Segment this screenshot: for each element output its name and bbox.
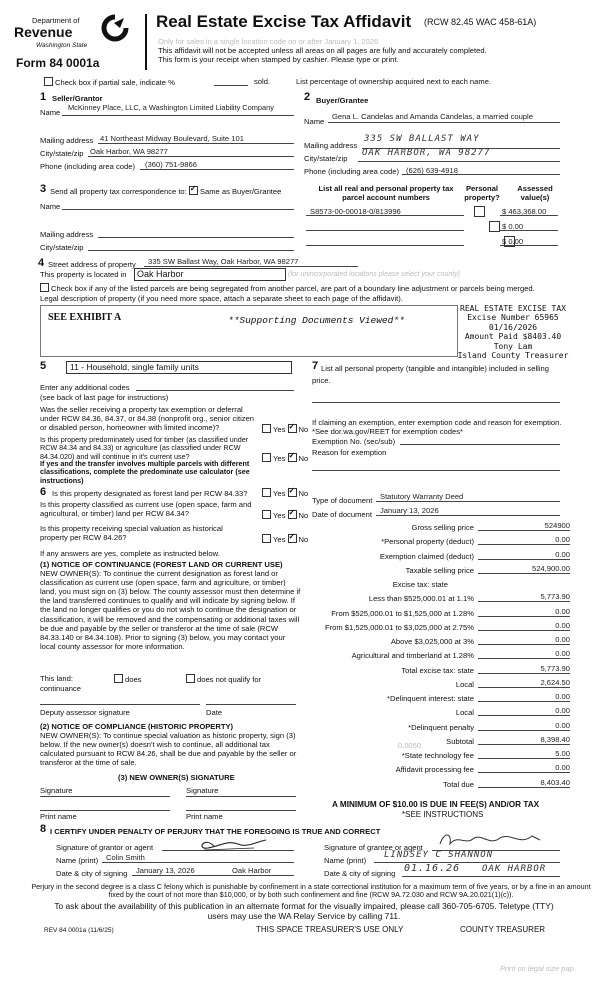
personal-checkbox-2[interactable] [489,221,500,232]
continuance-text: NEW OWNER(S): To continue the current designation as forest land or classification as current use (open space, farm and agriculture, or timber) land, you must sign on (3) below. The county assessor must then determine if the land transferred continues to qualify and will indicate by signing below. If the land no longer qualifies or you do not wish to continue the designation or classification, it will be removed and the compensating or additional taxes will be due and payable by the seller or transferor at the time of sale (RCW 84.33.140 or 84.34.108). Prior to signing (3) below, you may contact your local county assessor for more information. [40,569,301,651]
deputy-signature-label: Deputy assessor signature [40,708,130,717]
owner-print-line-2[interactable] [186,810,296,811]
calc-value[interactable]: 0.00 [555,706,570,716]
buyer-name-line [328,122,560,123]
alternate-format-notice: To ask about the availability of this publication in an alternate format for the visually impaired, please call 360-705-6705. Teletype (TTY) users may use the WA Relay Service by calling 711. [54,901,554,921]
yes-label: Yes [273,425,286,434]
calc-line [478,673,570,674]
does-checkbox[interactable] [114,674,123,683]
current-use-question: Is this property classified as current use (open space, farm and agricultural, or timber) land per RCW 84.34? [40,500,252,519]
same-as-buyer-label: Same as Buyer/Grantee [199,187,282,196]
section-7-number: 7 [312,360,319,372]
tax-mail-label: Mailing address [40,230,94,239]
partial-sale-checkbox[interactable] [44,77,53,86]
land-use-value: 11 - Household, single family units [70,362,199,372]
stamp-line: REAL ESTATE EXCISE TAX [460,304,566,313]
deputy-date-line[interactable] [206,704,296,705]
forest-yes-checkbox[interactable] [262,488,271,497]
stamp-line: Tony Lam [493,341,533,351]
signature-label: Signature [186,786,219,795]
grantee-date-value[interactable]: 01.16.26 [404,863,461,874]
grantee-city-value[interactable]: OAK HARBOR [482,864,547,874]
form-number: Form 84 0001a [16,56,100,70]
tax-name-label: Name [40,202,61,211]
calc-value[interactable]: 8,403.40 [540,777,570,787]
ownership-note: List percentage of ownership acquired next to each name. [296,77,492,86]
does-not-checkbox[interactable] [186,674,195,683]
see-instructions: *SEE INSTRUCTIONS [402,810,484,819]
parcel-col-header: List all real and personal property tax parcel account numbers [318,184,454,203]
seller-name-value[interactable]: McKinney Place, LLC, a Washington Limited Liability Company [68,103,274,112]
buyer-city-label: City/state/zip [304,154,348,163]
calc-line [478,772,570,773]
historic-answers [262,534,308,544]
calc-line [478,730,570,731]
location-value: Oak Harbor [137,269,184,279]
q1-no-checkbox[interactable] [288,424,297,433]
calc-label: From $1,525,000.01 to $3,025,000 at 2.75% [324,622,474,632]
buyer-title: Buyer/Grantee [316,96,369,105]
calc-value[interactable]: 524900 [544,521,570,530]
section-4-number: 4 [38,257,45,269]
sold-label: sold. [254,77,271,86]
calc-label: *Delinquent penalty [408,722,474,732]
exemption-number-line[interactable] [400,444,560,445]
revenue-label: Revenue [14,24,73,40]
note-2: This form is your receipt when stamped by cashier. Please type or print. [158,55,399,64]
county-treasurer-label: COUNTY TREASURER [460,925,546,934]
current-use-answers [262,510,308,520]
grantee-signature-label: Signature of grantee or agent [324,843,423,852]
seller-mail-label: Mailing address [40,136,94,145]
see-back-label: (see back of last page for instructions) [40,393,169,402]
calc-label: Excise tax: state [392,580,448,589]
deputy-date-label: Date [206,708,223,717]
owner-signature-line-1[interactable] [40,796,170,797]
print-name-label: Print name [40,812,77,821]
seller-city-line [88,156,294,157]
historic-no-checkbox[interactable] [288,534,297,543]
does-not-label: does not qualify for [197,675,262,684]
grantor-signature-mark [194,832,274,854]
exemption-claim-label: If claiming an exemption, enter exemption code and reason for exemption. *See dor.wa.gov/REET for exemption codes* [312,418,562,437]
send-tax-label: Send all property tax correspondence to: [50,187,187,196]
q1-yes-checkbox[interactable] [262,424,271,433]
faint-note: Only for sales in a single location code on or after January 1, 2026 [158,37,379,46]
grantor-date-value[interactable]: January 13, 2026 [136,866,195,875]
legal-size-note: Print on legal size pap [500,964,574,973]
calc-label: Taxable selling price [405,565,474,575]
grantee-date-line [402,876,560,877]
owner-print-line-1[interactable] [40,810,170,811]
segregated-label: Check box if any of the listed parcels are being segregated from another parcel, are part of a boundary line adjustment or parcels being merged. [51,284,535,293]
local-rate-value: 0.0050 [398,741,422,750]
no-label: No [298,535,309,544]
grantee-date-label: Date & city of signing [324,869,396,878]
rcw-ref: (RCW 82.45 WAC 458-61A) [424,17,537,27]
calc-value[interactable]: 5,773.90 [540,663,570,673]
timber-question: Is this property predominately used for timber (as classified under RCW 84.34 and 84.33) or agriculture (as classified under RCW 84.34.020) and will continue in it's current use? [40,435,249,461]
segregated-row [40,283,535,293]
state-label: Washington State [36,42,88,49]
grantee-name-value[interactable]: LINDSEY C SHANNON [384,850,494,860]
seller-name-line [62,115,294,116]
partial-percent-field[interactable] [214,85,248,86]
parcel-line-1 [306,215,464,216]
exemption-reason-label: Reason for exemption [312,448,387,457]
location-select[interactable] [134,268,286,281]
personal-checkbox-1[interactable] [474,206,485,217]
calc-value[interactable]: 0.00 [555,620,570,630]
buyer-mail-value[interactable]: 335 SW BALLAST WAY [364,134,480,144]
tax-city-line[interactable] [88,250,294,251]
parcel-number-1[interactable]: S8573-00-00018-0/813996 [310,207,401,216]
calc-label: Above $3,025,000 at 3% [390,637,474,646]
seller-mail-line [98,143,294,144]
no-label: No [298,489,309,498]
yes-label: Yes [273,454,286,463]
calc-value[interactable]: 5.00 [555,749,570,758]
signature-label: Signature [40,786,73,795]
street-address-label: Street address of property [48,260,136,269]
calc-value[interactable]: 5,773.90 [540,592,570,602]
assessed-value-1[interactable]: $ 463,368.00 [502,207,547,216]
calc-value[interactable]: 0.00 [555,549,570,559]
grantor-signature-label: Signature of grantor or agent [56,843,154,852]
header-divider [145,14,147,70]
forest-question: Is this property designated as forest land per RCW 84.33? [52,489,248,498]
exemption-question: Was the seller receiving a property tax exemption or deferral under RCW 84.36, 84.37, or 84.38 (nonprofit org., senior citizen or disabled person, homeowner with limited income)? [40,405,255,433]
doc-type-label: Type of document [312,496,373,505]
tax-city-label: City/state/zip [40,243,84,252]
section-3-number: 3 [40,183,47,195]
seller-phone-label: Phone (including area code) [40,162,135,171]
calc-line [478,715,570,716]
calc-line [478,758,570,759]
calc-line [478,601,570,602]
exhibit-text: SEE EXHIBIT A [48,312,122,323]
grantee-signature-mark [436,830,546,852]
perjury-notice: Perjury in the second degree is a class C felony which is punishable by confinement in a state correctional institution for a maximum term of five years, or by a fine in an amount fixed by the court of not more than $10,000, or by both such confinement and fine (RCW 9A.72.030 and RCW 9A.20.021(1)(c)). [31,882,591,900]
calc-label: Agricultural and timberland at 1.28% [351,651,474,661]
compliance-text: NEW OWNER(S): To continue special valuation as historic property, sign (3) below. If the new owner(s) doesn't wish to continue, all additional tax calculated pursuant to RCW 84.26, shall be due and payable by the seller or transferor at the time of sale. [40,731,297,768]
historic-yes-checkbox[interactable] [262,534,271,543]
grantor-city-value[interactable]: Oak Harbor [232,866,272,875]
personal-property-label: List all personal property (tangible and intangible) included in selling price. [312,364,549,385]
buyer-mail-label: Mailing address [304,141,358,150]
doc-type-value[interactable]: Statutory Warranty Deed [380,492,464,501]
grantee-name-line [374,862,560,863]
seller-name-label: Name [40,108,61,117]
calc-value[interactable]: 0.00 [555,720,570,730]
assessed-line-3 [500,245,558,246]
seller-city-value[interactable]: Oak Harbor, WA 98277 [90,147,168,156]
location-label: This property is located in [40,270,127,279]
continuance-label: continuance [40,684,81,693]
assessed-line-2 [500,230,558,231]
additional-codes-label: Enter any additional codes [40,383,130,392]
section-5-number: 5 [40,360,47,372]
timber-instruction: If yes and the transfer involves multiple parcels with different classifications, complete the predominate use calculator (see instructions) [40,459,250,485]
calc-label: Total excise tax: state [401,665,474,675]
calc-line [478,573,570,574]
seller-city-label: City/state/zip [40,149,84,158]
form-title: Real Estate Excise Tax Affidavit [156,12,412,31]
assessed-value-3[interactable]: $ 0.00 [502,237,524,246]
partial-sale-label: Check box if partial sale, indicate % [55,78,175,87]
calc-line [478,787,570,788]
buyer-name-label: Name [304,117,325,126]
calc-value[interactable]: 0.00 [555,635,570,644]
no-label: No [298,511,309,520]
calc-line [478,658,570,659]
personal-property-line[interactable] [312,402,560,403]
calc-line [478,687,570,688]
yes-label: Yes [273,511,286,520]
calc-label: *State technology fee [401,751,474,760]
calc-line [478,616,570,617]
q2-no-checkbox[interactable] [288,453,297,462]
calc-line [478,544,570,545]
calc-value[interactable]: 0.00 [555,649,570,659]
print-name-label: Print name [186,812,223,821]
stamp-line: 01/16/2026 [488,322,538,332]
does-label: does [125,675,142,684]
personal-col-header: Personal property? [464,184,500,203]
continuance-title: (1) NOTICE OF CONTINUANCE (FOREST LAND OR CURRENT USE) [40,560,283,569]
section-6-number: 6 [40,486,47,498]
segregated-checkbox[interactable] [40,283,49,292]
exemption-reason-line[interactable] [312,470,560,471]
forest-answers [262,488,308,498]
calc-line [478,630,570,631]
new-owner-signature-title: (3) NEW OWNER(S) SIGNATURE [118,773,235,782]
calc-label: Exemption claimed (deduct) [379,551,474,561]
revision-label: REV 84 0001a (11/6/25) [44,927,114,934]
calc-line [478,559,570,560]
any-yes-note: If any answers are yes, complete as instructed below. [40,549,220,558]
calc-label: Total due [443,779,474,789]
calc-value[interactable]: 8,398.40 [540,734,570,744]
calc-label: From $525,000.01 to $1,525,000 at 1.28% [331,608,474,618]
calc-label: Gross selling price [411,523,474,532]
stamp-line: Island County Treasurer [457,351,569,361]
doc-type-line [376,501,560,502]
treasurer-space-label: THIS SPACE TREASURER'S USE ONLY [256,925,404,934]
grantee-name-label: Name (print) [324,856,367,865]
legal-description-label: Legal description of property (if you need more space, attach a separate sheet to each page of the affidavit). [40,294,403,303]
calc-value[interactable]: 2,624.50 [540,677,570,687]
exemption-number-label: Exemption No. (sec/sub) [312,437,396,446]
owner-signature-line-2[interactable] [186,796,296,797]
dor-logo [14,14,132,54]
grantor-name-label: Name (print) [56,856,99,865]
calc-line [478,644,570,645]
grantor-name-line [102,862,294,863]
calc-label: Subtotal [446,736,474,746]
calc-value[interactable]: 524,900.00 [531,563,570,573]
calc-label: Local [455,679,474,689]
note-1: This affidavit will not be accepted unless all areas on all pages are fully and accurately completed. [158,46,487,55]
parcel-line-3[interactable] [306,245,464,246]
yes-label: Yes [273,535,286,544]
assessed-value-2[interactable]: $ 0.00 [502,222,524,231]
calc-label: *Delinquent interest: state [387,694,474,703]
buyer-phone-line [402,174,560,175]
treasurer-stamp [455,304,571,361]
seller-title: Seller/Grantor [52,94,103,103]
stamp-line: Amount Paid $8403.40 [464,332,562,342]
calc-value[interactable]: 0.00 [555,763,570,773]
parcel-line-2[interactable] [306,230,464,231]
minimum-notice: A MINIMUM OF $10.00 IS DUE IN FEE(S) AND/OR TAX [332,800,540,809]
deputy-signature-line[interactable] [40,704,200,705]
calc-line [478,530,570,531]
calc-value[interactable]: 0.00 [555,692,570,701]
does-not-option [186,674,261,684]
stamp-line: Excise Number 65965 [467,313,559,323]
buyer-phone-label: Phone (including area code) [304,167,399,176]
calc-label: *Personal property (deduct) [381,537,474,547]
land-use-select[interactable] [66,361,292,374]
grantor-date-label: Date & city of signing [56,869,128,878]
compliance-title: (2) NOTICE OF COMPLIANCE (HISTORIC PROPERTY) [40,722,234,731]
grantor-name-value[interactable]: Colin Smith [106,853,145,862]
tax-mail-line[interactable] [98,237,294,238]
doc-date-value[interactable]: January 13, 2026 [380,506,439,515]
section-8-number: 8 [40,823,47,835]
buyer-city-value[interactable]: OAK HARBOR, WA 98277 [362,148,491,158]
calc-label: Local [455,708,474,718]
doc-date-label: Date of document [312,510,372,519]
no-label: No [298,425,309,434]
seller-phone-value[interactable]: (360) 751-9866 [145,160,197,169]
send-tax-row [50,186,281,196]
supporting-docs-text: **Supporting Documents Viewed** [228,315,405,326]
historic-question: Is this property receiving special valuation as historical property per RCW 84.26? [40,524,223,543]
buyer-name-value[interactable]: Gena L. Candelas and Amanda Candelas, a married couple [332,112,533,121]
seller-mail-value[interactable]: 41 Northeast Midway Boulevard, Suite 101 [100,134,244,143]
calc-line [478,744,570,745]
calc-value[interactable]: 0.00 [555,535,570,545]
street-address-line [144,266,358,267]
current-use-yes-checkbox[interactable] [262,510,271,519]
this-land-label: This land: [40,674,73,683]
assessed-line-1 [500,215,558,216]
certify-label: I CERTIFY UNDER PENALTY OF PERJURY THAT THE FOREGOING IS TRUE AND CORRECT [50,827,381,836]
section-1-number: 1 [40,91,47,103]
q2-yes-checkbox[interactable] [262,453,271,462]
calc-label: Less than $525,000.01 at 1.1% [368,594,474,604]
dept-label: Department of [32,16,80,25]
buyer-phone-value[interactable]: (626) 639-4918 [406,166,458,175]
tax-name-line[interactable] [62,209,294,210]
calc-label: Affidavit processing fee [395,765,474,775]
yes-label: Yes [273,489,286,498]
no-label: No [298,454,309,463]
partial-sale-row [44,77,175,87]
logo-swirl-icon [100,14,130,42]
seller-phone-line [140,169,294,170]
unincorporated-note: (for unincorporated locations please select your county) [288,271,460,278]
buyer-city-line [358,161,560,162]
additional-codes-line[interactable] [136,390,294,391]
q1-answers [262,424,308,434]
grantor-date-line [132,875,294,876]
doc-date-line [376,515,560,516]
calc-line [478,701,570,702]
same-as-buyer-checkbox[interactable] [189,186,198,195]
street-address-value[interactable]: 335 SW Ballast Way, Oak Harbor, WA 98277 [148,257,299,266]
does-option [114,674,141,684]
assessed-col-header: Assessed value(s) [517,184,553,203]
section-2-number: 2 [304,91,311,103]
q2-answers [262,453,308,463]
calc-value[interactable]: 0.00 [555,606,570,616]
forest-no-checkbox[interactable] [288,488,297,497]
current-use-no-checkbox[interactable] [288,510,297,519]
